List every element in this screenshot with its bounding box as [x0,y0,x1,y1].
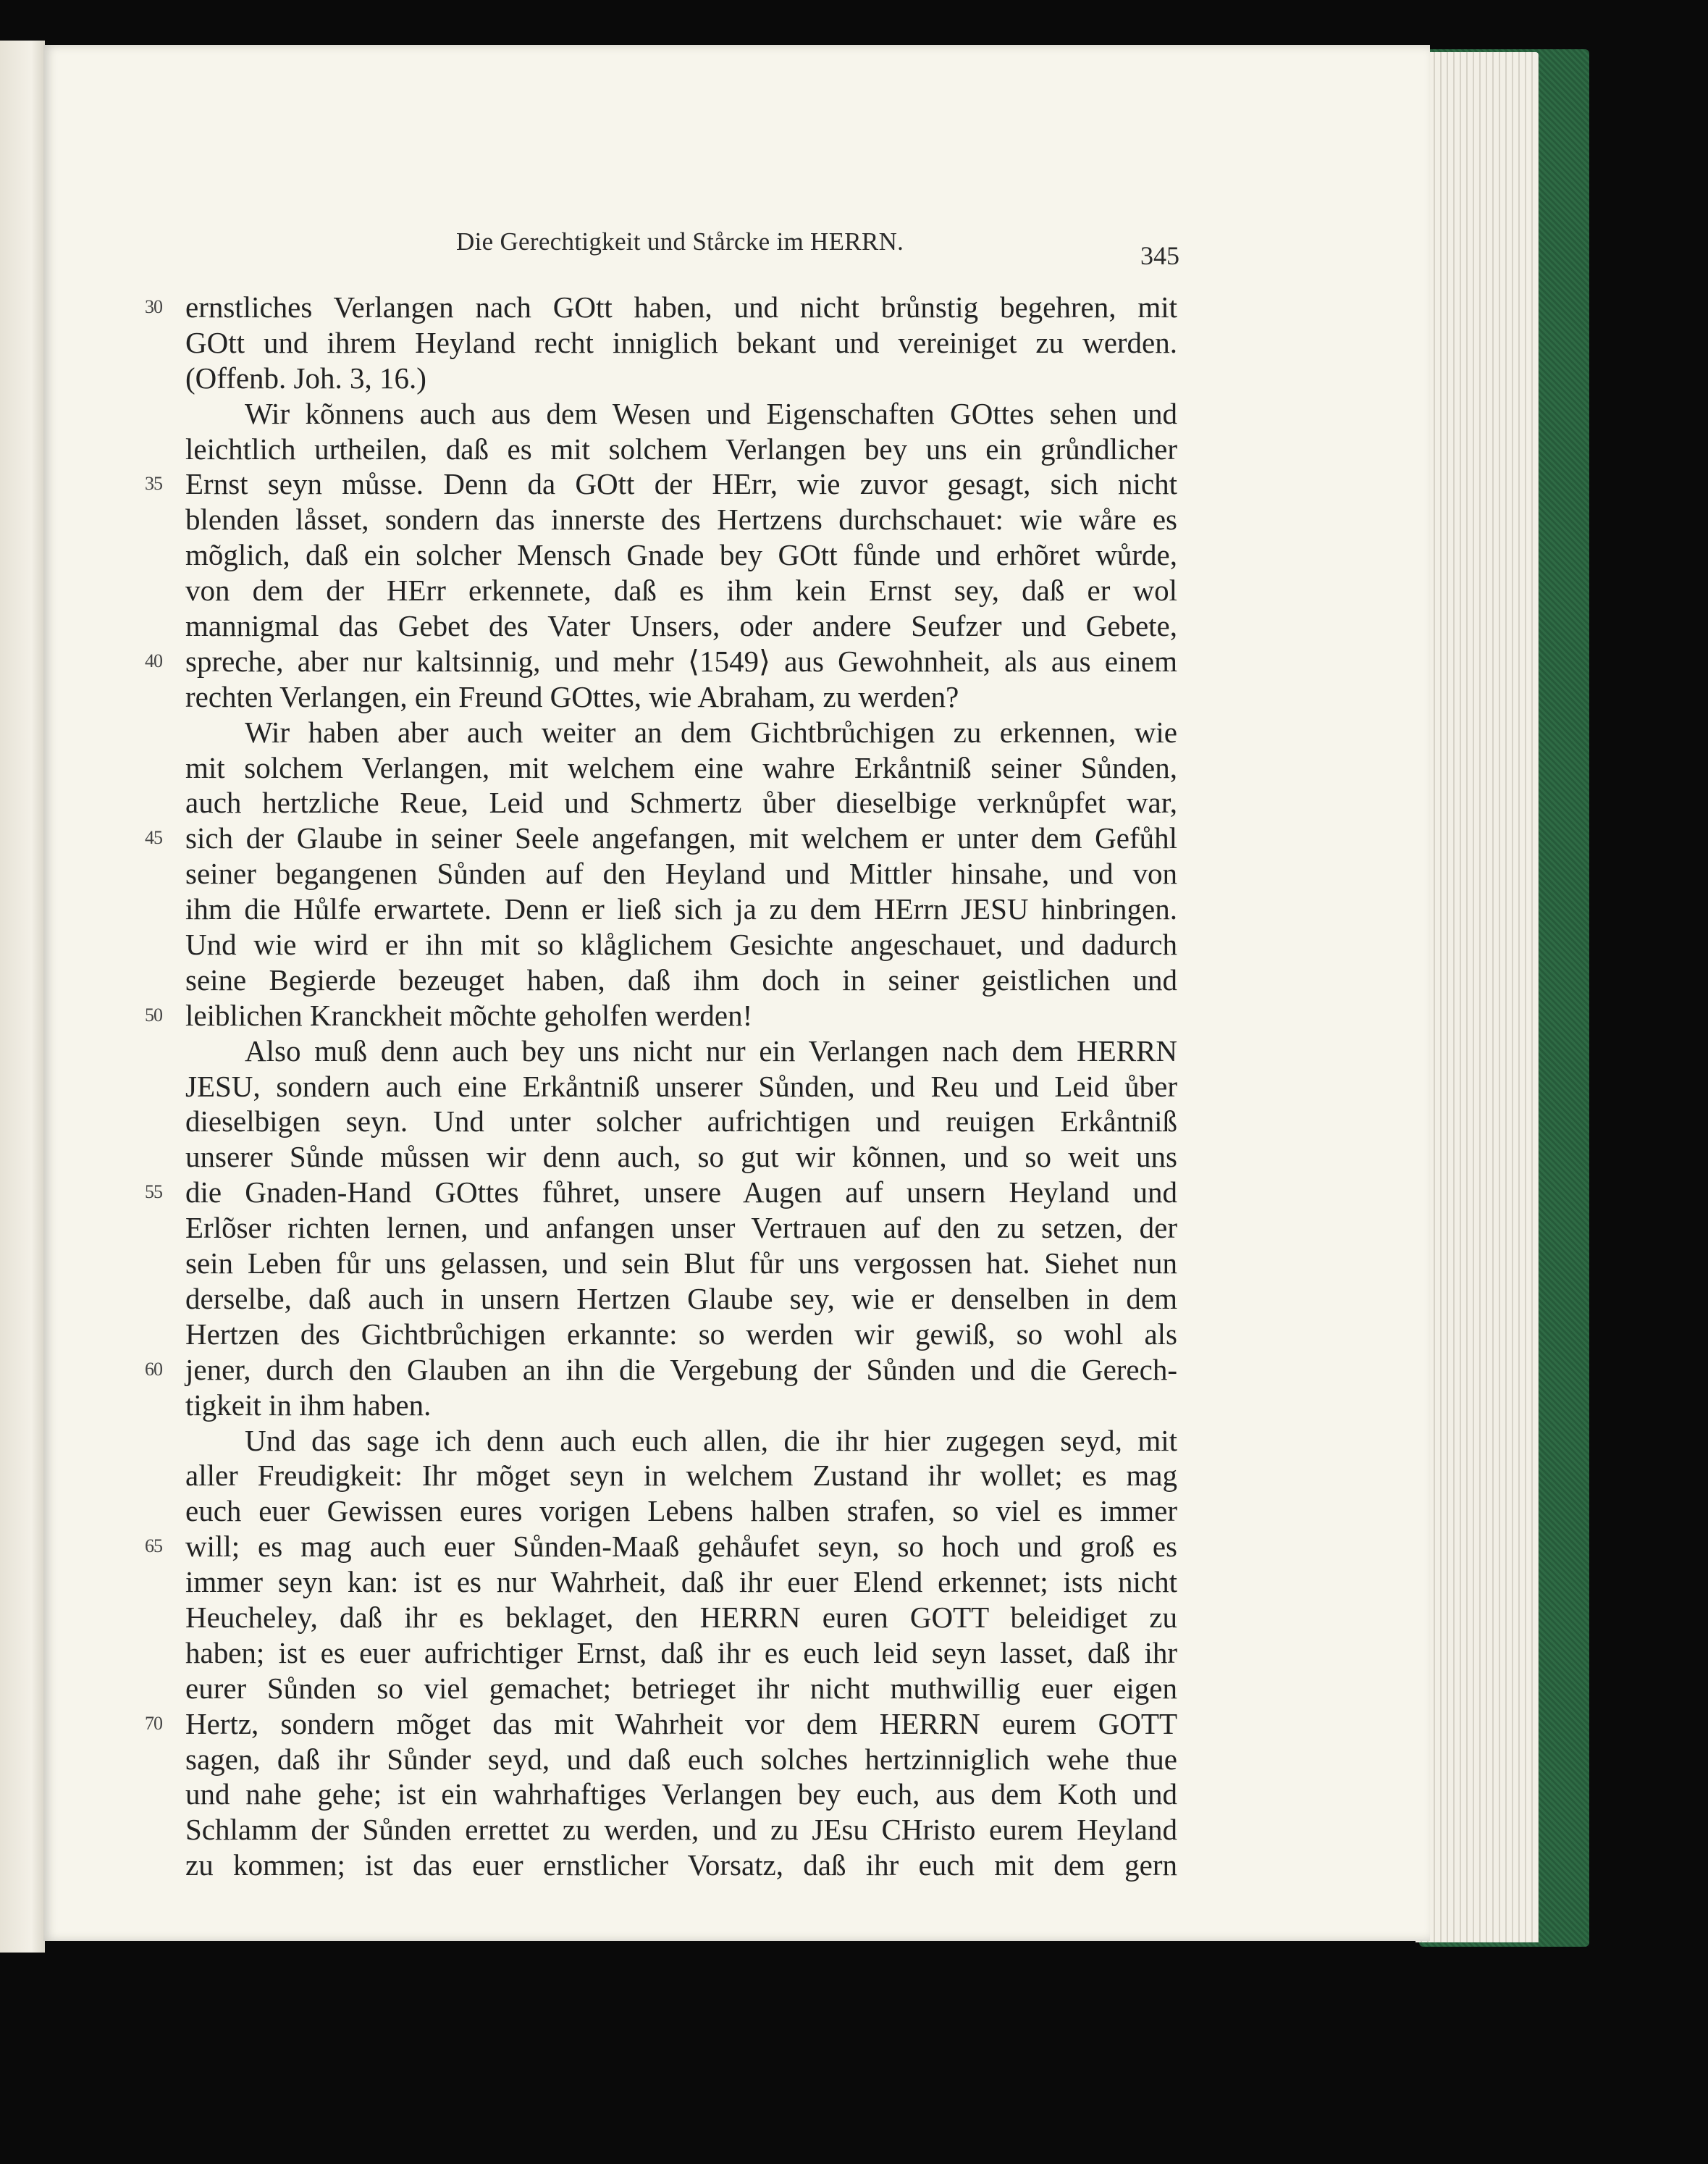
text-line [185,432,1177,467]
text-line [145,644,1177,679]
line-text: haben; ist es euer aufrichtiger Ernst, daß ihr es euch leid seyn lasset, daß ihr [185,1635,1177,1669]
line-number: 60 [145,1358,162,1380]
line-text: ihm die Hůlfe erwartete. Denn er ließ sich ja zu dem HErrn JESU hinbringen. [185,892,1177,926]
text-line [185,963,1177,998]
text-line [185,361,1177,396]
line-text: Schlamm der Sůnden errettet zu werden, und zu JEsu CHristo eurem Heyland [185,1813,1177,1847]
line-number: 40 [145,650,162,671]
text-line [185,502,1177,537]
line-text: will; es mag auch euer Sůnden-Maaß gehåufet seyn, so hoch und groß es [185,1530,1177,1564]
line-text: sich der Glaube in seiner Seele angefangen, mit welchem er unter dem Gefůhl [185,821,1177,855]
text-line [185,785,1177,821]
line-text: leiblichen Kranckheit mõchte geholfen werden! [185,998,753,1032]
line-text: (Offenb. Joh. 3, 16.) [185,361,426,395]
text-line [185,1848,1177,1883]
text-line [185,1139,1177,1175]
text-line [185,608,1177,644]
page-edges [1415,52,1539,1942]
line-text: seiner begangenen Sůnden auf den Heyland und Mittler hinsahe, und von [185,857,1177,891]
line-text: leichtlich urtheilen, daß es mit solchem Verlangen bey uns ein grůndlicher [185,432,1177,466]
line-text: spreche, aber nur kaltsinnig, und mehr ⟨1549⟩ aus Gewohnheit, als aus einem [185,644,1177,678]
text-line [185,1210,1177,1246]
line-number: 65 [145,1535,162,1557]
line-text: mõglich, daß ein solcher Mensch Gnade bey GOtt fůnde und erhõret wůrde, [185,538,1177,572]
line-text: Und das sage ich denn auch euch allen, die ihr hier zugegen seyd, mit [245,1423,1177,1457]
line-text: aller Freudigkeit: Ihr mõget seyn in welchem Zustand ihr wollet; es mag [185,1459,1177,1493]
text-line [145,1706,1177,1742]
line-text: Und wie wird er ihn mit so klåglichem Gesichte angeschauet, und dadurch [185,928,1177,962]
line-text: mit solchem Verlangen, mit welchem eine wahre Erkåntniß seiner Sůnden, [185,750,1177,784]
line-text: Erlõser richten lernen, und anfangen unser Vertrauen auf den zu setzen, der [185,1211,1177,1245]
text-line [185,715,1177,750]
page-number: 345 [1140,241,1179,270]
text-line [185,679,1177,715]
text-line [185,1104,1177,1139]
text-line [185,573,1177,608]
line-text: Hertz, sondern mõget das mit Wahrheit vor dem HERRN eurem GOTT [185,1706,1177,1740]
line-text: immer seyn kan: ist es nur Wahrheit, daß ihr euer Elend erkennet; ists nicht [185,1565,1177,1599]
text-line [145,466,1177,502]
line-text: sein Leben fůr uns gelassen, und sein Blut fůr uns vergossen hat. Siehet nun [185,1246,1177,1280]
line-text: Ernst seyn můsse. Denn da GOtt der HErr, wie zuvor gesagt, sich nicht [185,467,1177,501]
text-line [185,325,1177,361]
line-text: ernstliches Verlangen nach GOtt haben, und nicht brůnstig begehren, mit [185,290,1177,324]
text-line [145,1352,1177,1388]
line-text: blenden låsset, sondern das innerste des Hertzens durchschauet: wie wåre es [185,503,1177,537]
line-text: Wir haben aber auch weiter an dem Gichtbrůchigen zu erkennen, wie [245,715,1177,749]
text-line [185,927,1177,963]
line-number: 45 [145,827,162,849]
line-text: zu kommen; ist das euer ernstlicher Vorsatz, daß ihr euch mit dem gern [185,1848,1177,1882]
line-text: und nahe gehe; ist ein wahrhaftiges Verlangen bey euch, aus dem Koth und [185,1777,1177,1811]
line-text: auch hertzliche Reue, Leid und Schmertz ůber dieselbige verknůpfet war, [185,786,1177,820]
line-text: Hertzen des Gichtbrůchigen erkannte: so werden wir gewiß, so wohl als [185,1317,1177,1351]
line-text: GOtt und ihrem Heyland recht inniglich bekant und vereiniget zu werden. [185,325,1177,359]
line-text: Also muß denn auch bey uns nicht nur ein Verlangen nach dem HERRN [245,1033,1177,1068]
line-text: derselbe, daß auch in unsern Hertzen Glaube sey, wie er denselben in dem [185,1281,1177,1315]
running-head: Die Gerechtigkeit und Stårcke im HERRN. [456,227,904,256]
text-line [145,290,1177,325]
text-line [185,1246,1177,1281]
line-text: sagen, daß ihr Sůnder seyd, und daß euch solches hertzinniglich wehe thue [185,1742,1177,1776]
body-text [145,290,1177,1883]
text-line [185,1033,1177,1069]
book-page [43,45,1430,1941]
text-line [185,1388,1177,1423]
line-text: Wir kõnnens auch aus dem Wesen und Eigenschaften GOttes sehen und [245,396,1177,430]
text-line [185,1564,1177,1600]
text-line [185,1742,1177,1777]
line-text: unserer Sůnde můssen wir denn auch, so gut wir kõnnen, und so weit uns [185,1140,1177,1174]
text-line [185,1423,1177,1459]
text-line [185,1600,1177,1635]
line-number: 55 [145,1181,162,1203]
line-text: seine Begierde bezeuget haben, daß ihm doch in seiner geistlichen und [185,963,1177,997]
line-number: 70 [145,1712,162,1734]
text-line [185,396,1177,432]
text-line [145,1529,1177,1564]
text-line [185,1281,1177,1317]
text-line [185,1458,1177,1493]
line-text: eurer Sůnden so viel gemachet; betrieget ihr nicht muthwillig euer eigen [185,1671,1177,1705]
line-text: tigkeit in ihm haben. [185,1388,432,1422]
line-number: 30 [145,296,162,317]
line-text: jener, durch den Glauben an ihn die Vergebung der Sůnden und die Gerech- [185,1352,1177,1386]
line-text: die Gnaden-Hand GOttes fůhret, unsere Augen auf unsern Heyland und [185,1175,1177,1209]
line-text: Heucheley, daß ihr es beklaget, den HERRN euren GOTT beleidiget zu [185,1600,1177,1634]
line-number: 35 [145,473,162,495]
text-line [185,1493,1177,1529]
text-line [185,892,1177,927]
text-line [185,856,1177,892]
line-text: von dem der HErr erkennete, daß es ihm kein Ernst sey, daß er wol [185,574,1177,608]
line-text: JESU, sondern auch eine Erkåntniß unserer Sůnden, und Reu und Leid ůber [185,1069,1177,1103]
text-line [185,1069,1177,1104]
text-line [185,1635,1177,1671]
line-number: 50 [145,1004,162,1026]
text-line [145,1175,1177,1210]
text-line [185,1671,1177,1706]
text-line [185,750,1177,786]
text-line [145,821,1177,856]
text-line [185,1812,1177,1848]
text-line [185,1317,1177,1352]
text-line [145,998,1177,1033]
line-text: euch euer Gewissen eures vorigen Lebens halben strafen, so viel es immer [185,1494,1177,1528]
text-line [185,1777,1177,1812]
line-text: rechten Verlangen, ein Freund GOttes, wie Abraham, zu werden? [185,679,959,713]
line-text: dieselbigen seyn. Und unter solcher aufrichtigen und reuigen Erkåntniß [185,1104,1177,1138]
text-line [185,537,1177,573]
previous-page-edge [0,41,45,1953]
line-text: mannigmal das Gebet des Vater Unsers, oder andere Seufzer und Gebete, [185,609,1177,643]
